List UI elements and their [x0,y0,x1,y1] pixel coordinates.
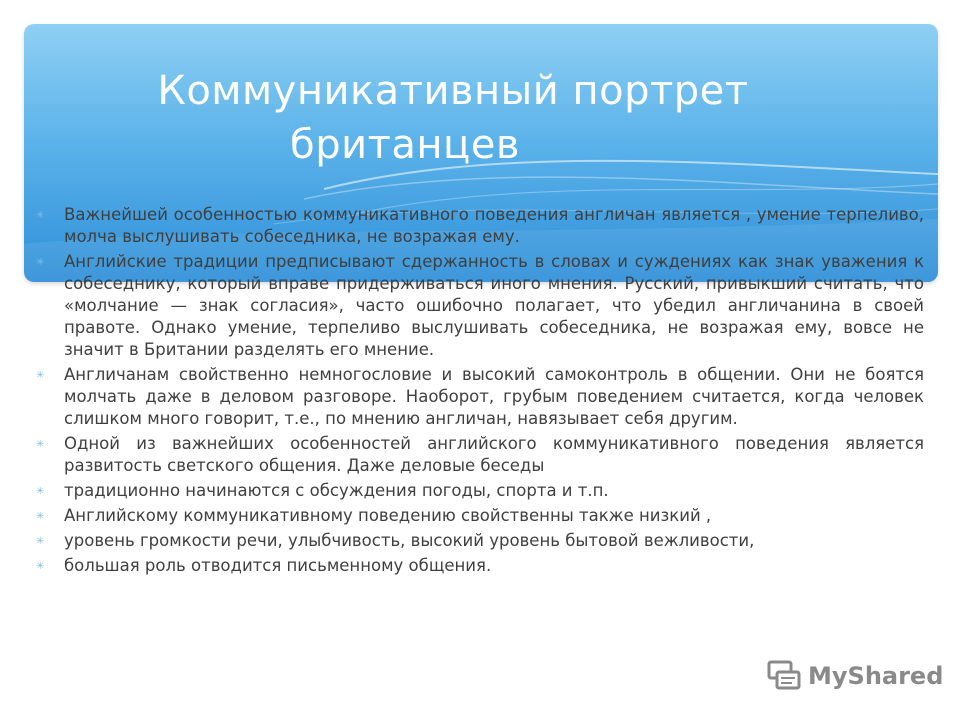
bullet-icon: ✳ [36,439,45,450]
list-item [36,530,924,552]
slide-title-line2: британцев [290,122,520,168]
list-item [36,251,924,361]
bullet-list [36,204,924,577]
bullet-icon: ✳ [36,561,45,572]
slide-title-line1: Коммуникативный портрет [157,68,749,114]
list-item [36,433,924,477]
list-item [36,555,924,577]
bullet-text: Англичанам свойственно немногословие и высокий самоконтроль в общении. Они не боятся молчать даже в деловом разговоре. Наоборот, грубым поведением считается, когда человек слишком много говорит, т.е., по мнению англичан, навязывает себя другим. [64,365,924,428]
bullet-icon: ✳ [36,370,45,381]
bullet-text: Одной из важнейших особенностей английского коммуникативного поведения является развитость светского общения. Даже деловые беседы [64,434,924,475]
slide-title [0,64,960,172]
myshared-logo[interactable] [766,656,943,696]
bullet-text: Важнейшей особенностью коммуникативного поведения англичан является , умение терпеливо, молча выслушивать собеседника, не возражая ему. [64,205,924,246]
list-item [36,505,924,527]
logo-text: MyShared [808,662,944,690]
bullet-text: традиционно начинаются с обсуждения погоды, спорта и т.п. [64,481,609,500]
bullet-icon: ✳ [36,536,45,547]
bullet-icon: ✳ [36,511,45,522]
bullet-icon: ✳ [36,210,45,221]
list-item [36,364,924,430]
bullet-text: Английскому коммуникативному поведению свойственны также низкий , [64,506,712,525]
bullet-text: большая роль отводится письменному общения. [64,556,492,575]
myshared-logo-icon [766,658,802,694]
list-item [36,480,924,502]
list-item [36,204,924,248]
bullet-icon: ✳ [36,257,45,268]
bullet-text: Английские традиции предписывают сдержанность в словах и суждениях как знак уважения к собеседнику, который вправе придерживаться иного мнения. Русский, привыкший считать, что «молчание — знак согласия», часто ошибочно полагает, что убедил англичанина в своей правоте. Однако умение, терпеливо выслушивать собеседника, не возражая ему, вовсе не значит в Британии разделять его мнение. [64,252,924,359]
bullet-icon: ✳ [36,486,45,497]
bullet-text: уровень громкости речи, улыбчивость, высокий уровень бытовой вежливости, [64,531,755,550]
slide-body [36,204,924,580]
